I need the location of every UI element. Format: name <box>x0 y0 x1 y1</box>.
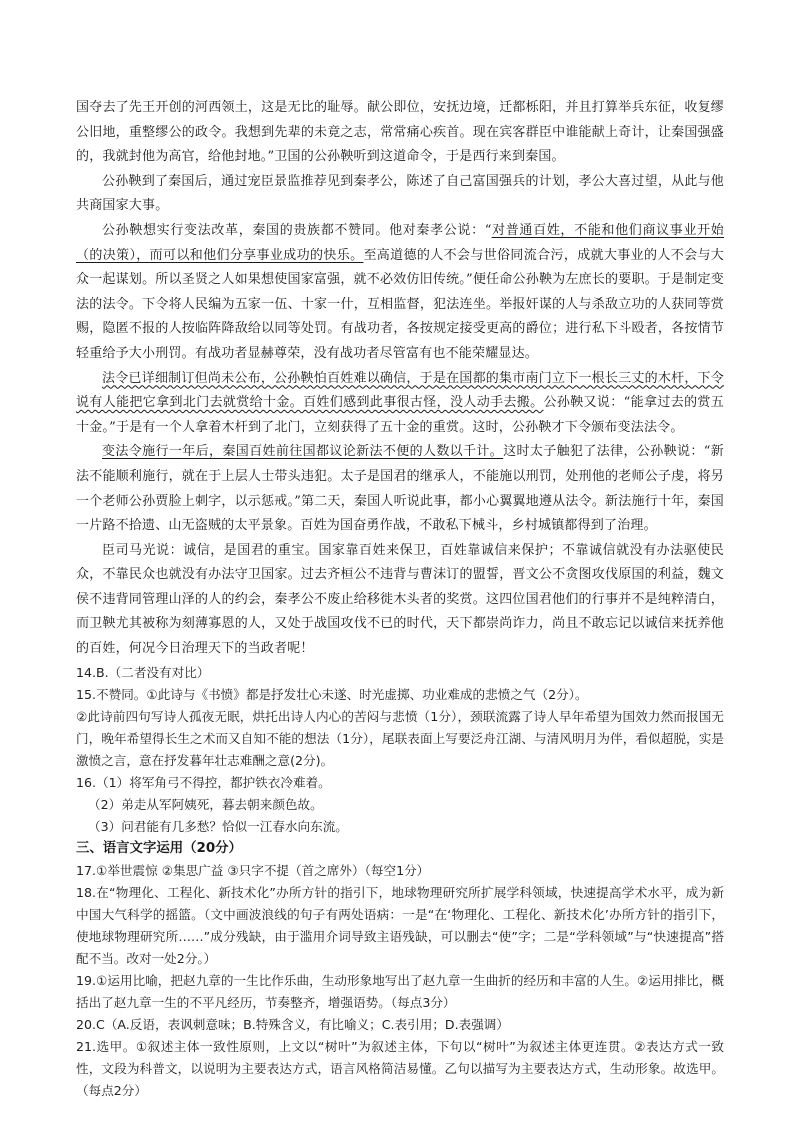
underlined-sentence-2: 变法令施行一年后，秦国百姓前往国都议论新法不便的人数以千计。 <box>102 444 504 460</box>
answer-17: 17.①举世震惊 ②集思广益 ③只字不提（首之席外）（每空1分） <box>76 862 430 878</box>
answer-19: 19.①运用比喻，把赵九章的一生比作乐曲，生动形象地写出了赵九章一生曲折的经历和丰富的人生。②运用排比，概括出了赵九章一生的不平凡经历，节奏整齐，增强语势。（每点3分） <box>76 972 724 1010</box>
answer-20: 20.C（A.反语，表讽刺意味；B.特殊含义，有比喻义；C.表引用；D.表强调） <box>76 1016 509 1032</box>
wavy-underlined-sentence: 法令已详细制订但尚未公布，公孙鞅怕百姓难以确信，于是在国都的集市南门立下一根长三丈的木杆，下令说有人能把它拿到北门去就赏给十金。百姓们感到此事很古怪，没人动手去搬。 <box>76 370 724 411</box>
passage-paragraph-4-rest: 公孙鞅又说：“能拿过去的赏五十金。”于是有一个人拿着木杆到了北门，立刻获得了五十金的重赏。这时，公孙鞅才下令颁布变法法令。 <box>76 395 724 435</box>
passage-paragraph-3-rest: 至高道德的人不会与世俗同流合污，成就大事业的人不会与大众一起谋划。所以圣贤之人如果想使国家富强，就不必效仿旧传统。”便任命公孙鞅为左庶长的要职。于是制定变法的法令。下令将人民编为五家一伍、十家一什，互相监督，犯法连坐。举报奸谋的人与杀敌立功的人获同等赏赐，隐匿不报的人按临阵降敌给以同等处罚。有战功者，各按规定接受更高的爵位；进行私下斗殴者，各按情节轻重给予大小刑罚。有战功者显赫尊荣，没有战功者尽管富有也不能荣耀显达。 <box>76 247 725 361</box>
passage-paragraph-5 <box>76 440 724 538</box>
passage-paragraph-4 <box>76 367 724 441</box>
passage-paragraph-5-rest: 这时太子触犯了法律，公孙鞅说：“新法不能顺利施行，就在于上层人士带头违犯。太子是国君的继承人，不能施以刑罚，处刑他的老师公子虔，将另一个老师公孙贾脸上刺字，以示惩戒。”第二天，秦国人听说此事，都小心翼翼地遵从法令。新法施行十年，秦国一片路不拾遗、山无盗贼的太平景象。百姓为国奋勇作战，不敢私下械斗，乡村城镇都得到了治理。 <box>76 444 724 534</box>
underlined-sentence-1: 对普通百姓，不能和他们商议事业开始（的决策），而可以和他们分享事业成功的快乐。 <box>76 222 724 263</box>
passage-paragraph-2: 公孙鞅到了秦国后，通过宠臣景监推荐见到秦孝公，陈述了自己富国强兵的计划，孝公大喜过望，从此与他共商国家大事。 <box>76 173 724 214</box>
answer-16-3: （3）问君能有几多愁？恰似一江春水向东流。 <box>88 818 348 834</box>
answer-18: 18.在“物理化、工程化、新技术化”办所方针的指引下，地球物理研究所扩展学科领域，快速提高学术水平，成为新中国大气科学的摇篮。（文中画波浪线的句子有两处语病：一是“在‘物理化、工程化、新技术化’办所方针的指引下，使地球物理研究所……”成分残缺，由于滥用介词导致主语残缺，可以删去“使”字；二是“学科领域”与“快速提高”搭配不当。改对一处2分。） <box>76 884 724 966</box>
answer-14: 14.B.（二者没有对比） <box>76 664 210 680</box>
passage-paragraph-3 <box>76 219 724 367</box>
answer-16-1: 16.（1）将军角弓不得控，都护铁衣冷难着。 <box>76 774 331 790</box>
section-heading: 三、语言文字运用（20分） <box>76 840 242 856</box>
answer-21: 21.选甲。①叙述主体一致性原则，上文以“树叶”为叙述主体，下句以“树叶”为叙述主体更连贯。②表达方式一致性，文段为科普文，以说明为主要表达方式，语言风格简洁易懂。乙句以描写为主要表达方式，生动形象。故选甲。（每点2分） <box>76 1038 724 1098</box>
answer-15-part-1: 15.不赞同。①此诗与《书愤》都是抒发壮心未遂、时光虚掷、功业难成的悲愤之气（2分）。 <box>76 686 588 702</box>
answer-16-2: （2）弟走从军阿姨死，暮去朝来颜色故。 <box>88 796 323 812</box>
passage-paragraph-1: 国夺去了先王开创的河西领土，这是无比的耻辱。献公即位，安抚边境，迁都栎阳，并且打算举兵东征，收复缪公旧地，重整缪公的政令。我想到先辈的未竟之志，常常痛心疾首。现在宾客群臣中谁能献上奇计，让秦国强盛的，我就封他为高官，给他封地。”卫国的公孙鞅听到这道命令，于是西行来到秦国。 <box>76 100 724 165</box>
passage-paragraph-6: 臣司马光说：诚信，是国君的重宝。国家靠百姓来保卫，百姓靠诚信来保护；不靠诚信就没有办法驱使民众，不靠民众也就没有办法守卫国家。过去齐桓公不违背与曹沫订的盟誓，晋文公不贪图攻伐原国的利益，魏文侯不违背同管理山泽的人的约会，秦孝公不废止给移徙木头者的奖赏。这四位国君他们的行事并不是纯粹清白，而卫鞅尤其被称为刻薄寡恩的人，又处于战国攻伐不已的时代，天下都崇尚诈力，尚且不敢忘记以诚信来抚养他的百姓，何况今日治理天下的当政者呢！ <box>76 542 724 657</box>
answer-15-part-2: ②此诗前四句写诗人孤夜无眠，烘托出诗人内心的苦闷与悲愤（1分），颈联流露了诗人早年希望为国效力然而报国无门，晚年希望得长生之术而又自知不能的想法（1分），尾联表面上写要泛舟江湖、与清风明月为伴，看似超脱，实是激愤之言，意在抒发暮年壮志难酬之意(2分)。 <box>76 708 724 768</box>
passage-paragraph-3-lead: 公孙鞅想实行变法改革，秦国的贵族都不赞同。他对秦孝公说：“ <box>102 222 492 238</box>
